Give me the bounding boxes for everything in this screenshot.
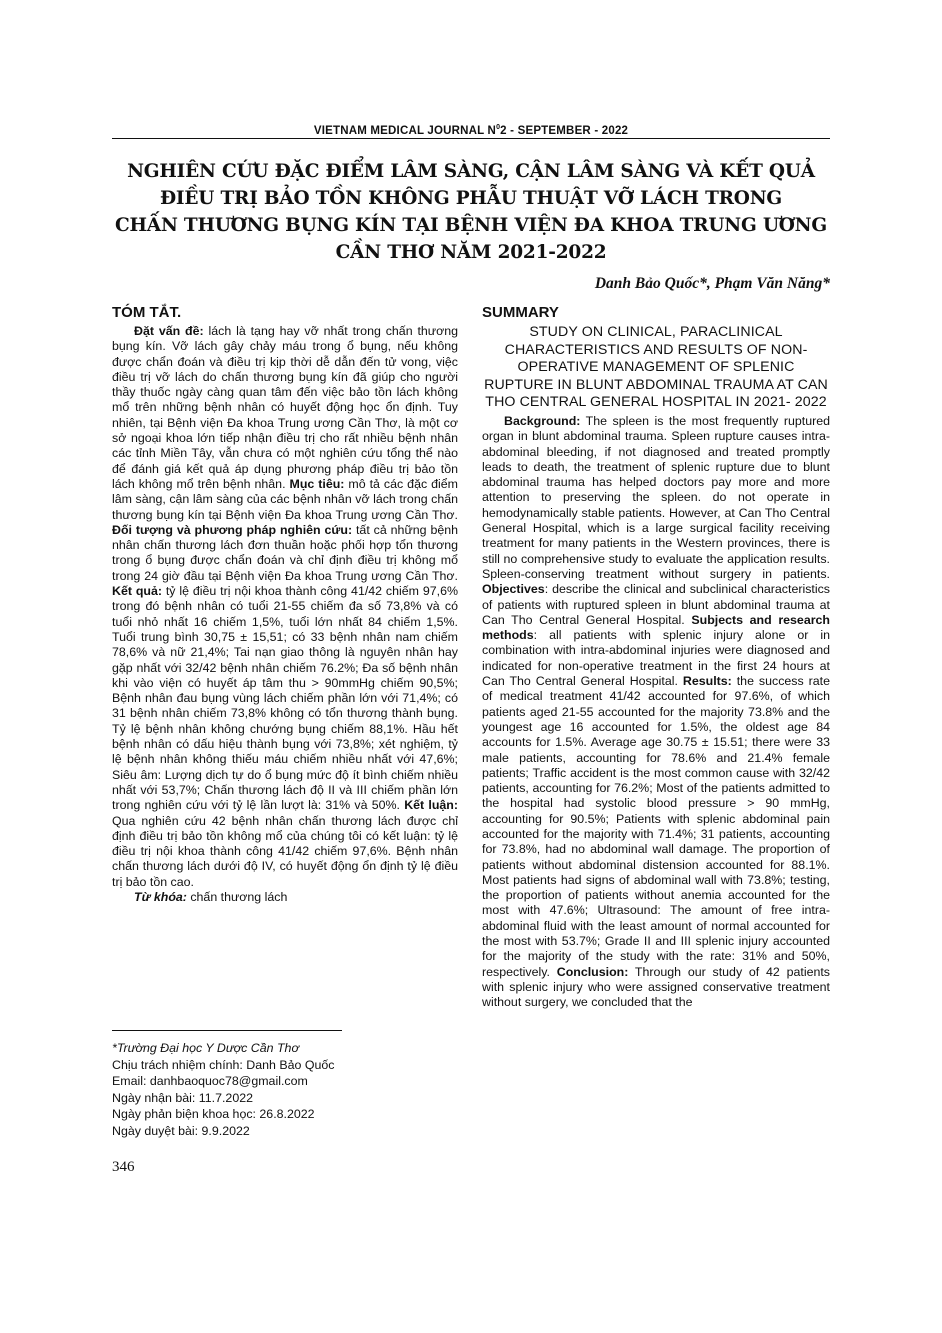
title-line-2: ĐIỀU TRỊ BẢO TỒN KHÔNG PHẪU THUẬT VỠ LÁCH TRONG xyxy=(159,188,783,209)
results-label-vi: Kết quả: xyxy=(112,584,162,599)
header-rule xyxy=(112,138,830,139)
results-text-vi: tỷ lệ điều trị nội khoa thành công 41/42 chiếm 97,6% trong đó bệnh nhân có tuổi 21-55 chiếm đa số 73,8% và có tuổi nhỏ nhất 16 chiếm 1,5%, tuổi lớn nhất 84 chiếm 1,5%. Tuổi trung bình 30,75 ± 15,51; có 33 bệnh nhân nam chiếm 78,6% và nữ 21,4%; Tai nạn giao thông là nguyên nhân hay gặp nhất với 32/42 bệnh nhân chiếm 76.2%; Đa số bệnh nhân khi vào viện có huyết áp tâm thu > 90mmHg chiếm 90,5%; Bệnh nhân đau bụng vùng lách chiếm phần lớn với 71,4%; có 31 bệnh nhân chiếm 73,8% không có tổn thương thành bụng. Tỷ lệ bệnh nhân không chướng bụng chiếm 88,1%. Hầu hết bệnh nhân có dấu hiệu thành bụng với 73,8%; xét nghiệm, tỷ lệ bệnh nhân không thiếu máu chiếm nhiều nhất với 47,6%; Siêu âm: Lượng dịch tự do ổ bụng mức độ ít bình chiếm nhiều nhất với 53,7%; Chấn thương lách độ II và III chiếm phần lớn trong nghiên cứu với tỷ lệ lần lượt là: 31% và 50%. xyxy=(112,584,458,813)
abstract-heading-en: SUMMARY xyxy=(482,304,559,321)
methods-text-en: : all patients with splenic injury alone or in combination with intra-abdominal injuries were diagnosed and indicated for non-operative treatment in the first 24 hours at Can Tho Central General Hospital. xyxy=(482,628,830,689)
received-date: Ngày nhận bài: 11.7.2022 xyxy=(112,1090,253,1105)
objective-text-vi: mô tả các đặc điểm lâm sàng, cận lâm sàng của các bệnh nhân vỡ lách trong chấn thương bụng kín tại Bệnh viện Đa khoa Trung ương Cần Thơ. xyxy=(112,476,458,522)
abstract-heading-vi: TÓM TẮT. xyxy=(112,304,182,321)
objective-label-vi: Mục tiêu: xyxy=(289,476,345,491)
email: Email: danhbaoquoc78@gmail.com xyxy=(112,1074,308,1089)
journal-issue: 2 - SEPTEMBER - 2022 xyxy=(500,124,629,137)
english-abstract xyxy=(482,304,830,1011)
title-line-4: CẦN THƠ NĂM 2021-2022 xyxy=(335,242,607,263)
background-label-en: Background: xyxy=(504,413,581,428)
english-title: STUDY ON CLINICAL, PARACLINICAL CHARACTERISTICS AND RESULTS OF NON-OPERATIVE MANAGEMENT OF SPLENIC RUPTURE IN BLUNT ABDOMINAL TRAUMA AT CAN THO CENTRAL GENERAL HOSPITAL IN 2021- 2022 xyxy=(484,324,828,411)
running-header xyxy=(112,121,830,138)
methods-label-vi: Đối tượng và phương pháp nghiên cứu: xyxy=(112,522,353,537)
accepted-date: Ngày duyệt bài: 9.9.2022 xyxy=(112,1123,250,1138)
journal-name: VIETNAM MEDICAL JOURNAL N xyxy=(313,124,497,137)
keywords-label-vi: Từ khóa: xyxy=(134,889,187,904)
footnote-rule xyxy=(112,1030,342,1031)
vietnamese-abstract xyxy=(112,304,458,905)
background-text-en: The spleen is the most frequently ruptured organ in blunt abdominal trauma. Spleen rupture causes intra-abdominal bleeding, if not diagnosed and treated promptly leads to death, the treatment of splenic rupture due to blunt abdominal trauma has helped doctors pay more and more attention to preserving the spleen. do not operate in hemodynamically stable patients. However, at Can Tho Central General Hospital, which is a large surgical facility receiving treatment for many patients in the Western provinces, there is still no comprehensive study to evaluate the application results. Spleen-conserving treatment without surgery in patients. xyxy=(482,413,830,581)
keywords-text-vi: chấn thương lách xyxy=(186,889,288,904)
footnotes xyxy=(112,1040,458,1140)
results-label-en: Results: xyxy=(682,674,732,689)
affiliation: *Trường Đại học Y Dược Cần Thơ xyxy=(112,1041,299,1055)
results-text-en: the success rate of medical treatment 41/42 accounted for 97.6%, of which patients aged 21-55 accounted for the majority 73.8% and the youngest age 16 accounted for 1.5%, the oldest age 84 accounts for 1.5%. Average age 30.75 ± 15.51; there were 33 male patients, accounting for 78.6% and 21.4% female patients; Traffic accident is the most common cause with 32/42 patients, accounting for 76.2%; Most of the patients admitted to the hospital had systolic blood pressure > 90 mmHg, accounting for 90.5%; Patients with splenic abdominal pain accounted for the majority with 71.4%; 31 patients, accounting for 73.8%, had no abdominal wall damage. The proportion of patients without abdominal distension accounted for 88.1%. Most patients had signs of abdominal wall with 73.8%; testing, the proportion of patients without anemia accounted for the most with 47.6%; Ultrasound: The amount of free intra-abdominal fluid with the least amount of normal accounted for the most with 53.7%; Grade II and III splenic injury accounted for the majority of the study with the rate: 31% and 50%, respectively. xyxy=(482,674,830,979)
authors: Danh Bảo Quốc*, Phạm Văn Năng* xyxy=(594,275,830,292)
conclusion-label-vi: Kết luận: xyxy=(404,798,459,813)
corresponding-author: Chịu trách nhiệm chính: Danh Bảo Quốc xyxy=(112,1057,335,1072)
conclusion-text-en: Through our study of 42 patients with splenic injury who were assigned conservative treatment without surgery, we concluded that the xyxy=(482,964,830,1010)
title-line-3: CHẤN THƯƠNG BỤNG KÍN TẠI BỆNH VIỆN ĐA KHOA TRUNG ƯƠNG xyxy=(114,215,827,236)
abstract-body-en xyxy=(482,414,830,1011)
title-line-1: NGHIÊN CỨU ĐẶC ĐIỂM LÂM SÀNG, CẬN LÂM SÀNG VÀ KẾT QUẢ xyxy=(127,161,815,182)
keywords-vi xyxy=(112,890,458,905)
background-text-vi: lách là tạng hay vỡ nhất trong chấn thương bụng kín. Vỡ lách gây chảy máu trong ổ bụng, nếu không được chẩn đoán và điều trị kịp thời dễ dẫn đến tử vong, việc điều trị vỡ lách do chấn thương bụng kín đã giúp cho người thầy thuốc ngày càng quan tâm đến việc bảo tồn lách không mổ trên những bệnh nhân có huyết động học ổn định. Tuy nhiên, tại Bệnh viện Đa khoa Trung ương Cần Thơ, là một cơ sở ngoại khoa lớn tiếp nhận điều trị cho rất nhiều bệnh nhân các tỉnh Miền Tây, vẫn chưa có một nghiên cứu tổng thể nào để đánh giá kết quả áp dụng phương pháp điều trị bảo tồn lách không mổ trên bệnh nhân. xyxy=(112,324,458,491)
issue-number-sup: 0 xyxy=(496,124,501,131)
objectives-text-en: : describe the clinical and subclinical characteristics of patients with ruptured spleen in blunt abdominal trauma at Can Tho Central General Hospital. xyxy=(482,582,830,627)
methods-label-en: Subjects and research methods xyxy=(482,612,830,643)
objectives-label-en: Objectives xyxy=(482,582,545,597)
reviewed-date: Ngày phản biện khoa học: 26.8.2022 xyxy=(112,1107,315,1122)
conclusion-label-en: Conclusion: xyxy=(556,964,629,979)
page-number: 346 xyxy=(112,1159,135,1175)
article-title xyxy=(112,158,830,266)
conclusion-text-vi: Qua nghiên cứu 42 bệnh nhân chấn thương lách được chỉ định điều trị bảo tồn không mổ của chúng tôi có kết luận: tỷ lệ điều trị nội khoa thành công 41/42 chiếm 97,6%. Bệnh nhân chấn thương lách dưới độ IV, có huyết động ổn định tỷ lệ điều trị bảo tồn cao. xyxy=(112,813,458,889)
background-label-vi: Đặt vấn đề: xyxy=(134,324,204,338)
methods-text-vi: tất cả những bệnh nhân chấn thương lách đơn thuần hoặc phối hợp tổn thương trong ổ bụng được chẩn đoán và chỉ định điều trị không mổ trong 24 giờ đầu tại Bệnh viện Đa khoa Trung ương Cần Thơ. xyxy=(112,522,459,583)
abstract-body-vi xyxy=(112,324,458,890)
